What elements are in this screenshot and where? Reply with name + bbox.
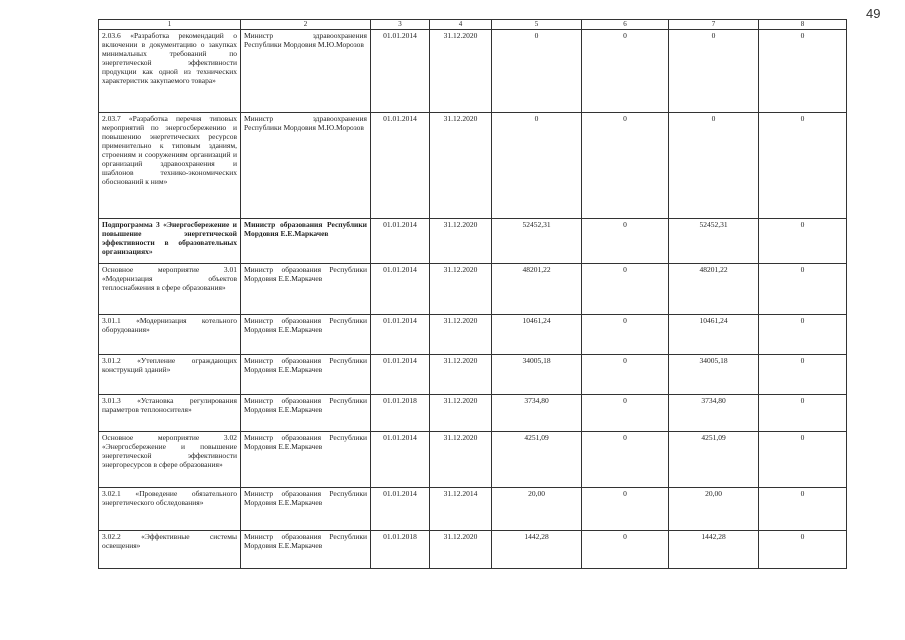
amount-col7: 4251,09	[669, 432, 759, 488]
amount-col7: 48201,22	[669, 264, 759, 315]
amount-col8: 0	[759, 315, 847, 355]
amount-col6: 0	[582, 395, 669, 432]
event-name: Основное мероприятие 3.02 «Энергосбережение и повышение энергетической эффективности энергоресурсов в сфере образования»	[99, 432, 241, 488]
event-name: 3.01.2 «Утепление ограждающих конструкций зданий»	[99, 355, 241, 395]
total-amount: 0	[492, 30, 582, 113]
responsible-executor: Министр образования Республики Мордовия Е.Е.Маркачев	[241, 264, 371, 315]
amount-col6: 0	[582, 355, 669, 395]
start-date: 01.01.2014	[371, 355, 430, 395]
column-number: 6	[582, 20, 669, 30]
column-number: 4	[430, 20, 492, 30]
total-amount: 48201,22	[492, 264, 582, 315]
end-date: 31.12.2020	[430, 113, 492, 219]
column-number: 3	[371, 20, 430, 30]
total-amount: 0	[492, 113, 582, 219]
total-amount: 20,00	[492, 488, 582, 531]
end-date: 31.12.2020	[430, 264, 492, 315]
amount-col7: 20,00	[669, 488, 759, 531]
total-amount: 10461,24	[492, 315, 582, 355]
amount-col8: 0	[759, 113, 847, 219]
page-number: 49	[866, 6, 881, 21]
total-amount: 52452,31	[492, 219, 582, 264]
responsible-executor: Министр образования Республики Мордовия Е.Е.Маркачев	[241, 395, 371, 432]
table-row	[99, 395, 847, 432]
amount-col7: 10461,24	[669, 315, 759, 355]
amount-col8: 0	[759, 531, 847, 569]
event-name: 2.03.6 «Разработка рекомендаций о включении в документацию о закупках минимальных требований по энергетической эффективности продукции как одной из технических характеристик закупаемого товара»	[99, 30, 241, 113]
start-date: 01.01.2014	[371, 315, 430, 355]
responsible-executor: Министр образования Республики Мордовия Е.Е.Маркачев	[241, 355, 371, 395]
end-date: 31.12.2020	[430, 219, 492, 264]
amount-col7: 3734,80	[669, 395, 759, 432]
amount-col7: 0	[669, 113, 759, 219]
table-row	[99, 113, 847, 219]
end-date: 31.12.2020	[430, 30, 492, 113]
responsible-executor: Министр здравоохранения Республики Мордовия М.Ю.Морозов	[241, 113, 371, 219]
start-date: 01.01.2014	[371, 30, 430, 113]
table-row	[99, 488, 847, 531]
table-row	[99, 355, 847, 395]
end-date: 31.12.2020	[430, 432, 492, 488]
event-name: 3.02.1 «Проведение обязательного энергетического обследования»	[99, 488, 241, 531]
start-date: 01.01.2014	[371, 113, 430, 219]
column-number-row	[99, 20, 847, 30]
program-table	[98, 19, 847, 569]
amount-col8: 0	[759, 30, 847, 113]
responsible-executor: Министр образования Республики Мордовия Е.Е.Маркачев	[241, 219, 371, 264]
column-number: 7	[669, 20, 759, 30]
start-date: 01.01.2014	[371, 264, 430, 315]
amount-col8: 0	[759, 219, 847, 264]
amount-col6: 0	[582, 113, 669, 219]
responsible-executor: Министр образования Республики Мордовия Е.Е.Маркачев	[241, 531, 371, 569]
table-row	[99, 531, 847, 569]
amount-col6: 0	[582, 264, 669, 315]
amount-col8: 0	[759, 432, 847, 488]
end-date: 31.12.2020	[430, 315, 492, 355]
amount-col8: 0	[759, 395, 847, 432]
start-date: 01.01.2018	[371, 395, 430, 432]
amount-col6: 0	[582, 315, 669, 355]
end-date: 31.12.2020	[430, 355, 492, 395]
table-row	[99, 315, 847, 355]
responsible-executor: Министр образования Республики Мордовия Е.Е.Маркачев	[241, 432, 371, 488]
responsible-executor: Министр здравоохранения Республики Мордовия М.Ю.Морозов	[241, 30, 371, 113]
table-row	[99, 264, 847, 315]
amount-col7: 52452,31	[669, 219, 759, 264]
total-amount: 3734,80	[492, 395, 582, 432]
event-name: Основное мероприятие 3.01 «Модернизация объектов теплоснабжения в сфере образования»	[99, 264, 241, 315]
amount-col6: 0	[582, 432, 669, 488]
start-date: 01.01.2014	[371, 432, 430, 488]
total-amount: 34005,18	[492, 355, 582, 395]
column-number: 5	[492, 20, 582, 30]
start-date: 01.01.2014	[371, 488, 430, 531]
amount-col7: 0	[669, 30, 759, 113]
amount-col6: 0	[582, 30, 669, 113]
event-name: Подпрограмма 3 «Энергосбережение и повышение энергетической эффективности в образовательных организациях»	[99, 219, 241, 264]
responsible-executor: Министр образования Республики Мордовия Е.Е.Маркачев	[241, 315, 371, 355]
amount-col7: 34005,18	[669, 355, 759, 395]
event-name: 2.03.7 «Разработка перечня типовых мероприятий по энергосбережению и повышению энергетических ресурсов применительно к типовым зданиям, строениям и сооружениям организаций и организаций здравоохранения и шаблонов технико-экономических обоснований к ним»	[99, 113, 241, 219]
column-number: 2	[241, 20, 371, 30]
event-name: 3.01.3 «Установка регулирования параметров теплоносителя»	[99, 395, 241, 432]
end-date: 31.12.2014	[430, 488, 492, 531]
amount-col6: 0	[582, 531, 669, 569]
amount-col8: 0	[759, 264, 847, 315]
column-number: 1	[99, 20, 241, 30]
total-amount: 4251,09	[492, 432, 582, 488]
amount-col8: 0	[759, 355, 847, 395]
amount-col6: 0	[582, 219, 669, 264]
amount-col8: 0	[759, 488, 847, 531]
amount-col6: 0	[582, 488, 669, 531]
event-name: 3.01.1 «Модернизация котельного оборудования»	[99, 315, 241, 355]
start-date: 01.01.2014	[371, 219, 430, 264]
event-name: 3.02.2 «Эффективные системы освещения»	[99, 531, 241, 569]
end-date: 31.12.2020	[430, 531, 492, 569]
amount-col7: 1442,28	[669, 531, 759, 569]
column-number: 8	[759, 20, 847, 30]
table-row	[99, 30, 847, 113]
start-date: 01.01.2018	[371, 531, 430, 569]
total-amount: 1442,28	[492, 531, 582, 569]
table-row	[99, 219, 847, 264]
table-row	[99, 432, 847, 488]
responsible-executor: Министр образования Республики Мордовия Е.Е.Маркачев	[241, 488, 371, 531]
end-date: 31.12.2020	[430, 395, 492, 432]
